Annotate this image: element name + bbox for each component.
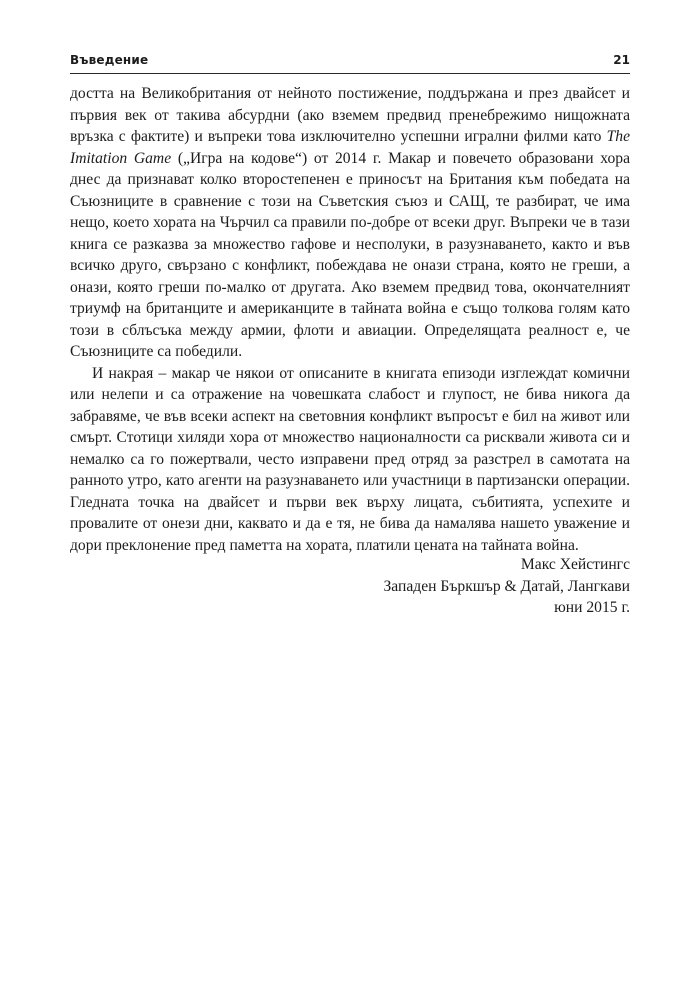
paragraph-1-text-b: („Игра на кодове“) от 2014 г. Макар и повечето образовани хора днес да признават колко второстепенен е приносът на Британия към победата на Съюзниците в сравнение с този на Съветския съюз и САЩ, те разбират, че има нещо, което хората на Чърчил са правили по-добре от всеки друг. Въпреки че в тази книга се разказва за множество гафове и несполуки, в разузнаването, както и във всичко друго, свързано с конфликт, побеждава не онази страна, която не греши, а онази, която греши по-малко от другата. Ако вземем предвид това, окончателният триумф на британците и американците в тайната война е също толкова голям като този в сблъсъка между армии, флоти и авиации. Определящата реалност е, че Съюзниците са победили. [70,149,630,360]
running-head [70,53,630,74]
body-text [70,83,630,556]
signature-place: Западен Бъркшър & Датай, Лангкави [383,577,630,595]
author-name: Макс Хейстингс [520,556,630,573]
paragraph-1-text-a: достта на Великобритания от нейното постижение, поддържана и през двайсет и първия век от такива абсурдни (ако вземем предвид пренебрежимо нищожната връзка с фактите) и въпреки това изключително успешни игрални филми като [70,85,630,145]
film-title: The Imitation Game [70,128,630,167]
paragraph-2: И накрая – макар че някои от описаните в книгата епизоди изглеждат комични или нелепи и са отражение на човешката слабост и глупост, не бива никога да забравяме, че във всеки аспект на световния конфликт въпросът е бил на живот или смърт. Стотици хиляди хора от множество националности са рисквали живота си и немалко са го пожертвали, често изправени пред отряд за разстрел в самотата на ранното утро, като агенти на разузнаването или участници в партизански операции. Гледната точка на двайсет и първи век върху лицата, събитията, успехите и провалите от онези дни, каквато и да е тя, не бива да намалява нашето уважение и дори преклонение пред паметта на хората, платили цената на тайната война. [70,364,630,554]
signature-date: юни 2015 г. [554,599,630,616]
section-title: Въведение [70,53,149,67]
page-number: 21 [613,53,630,67]
paragraph-1 [70,83,630,363]
signature-block [230,554,630,619]
